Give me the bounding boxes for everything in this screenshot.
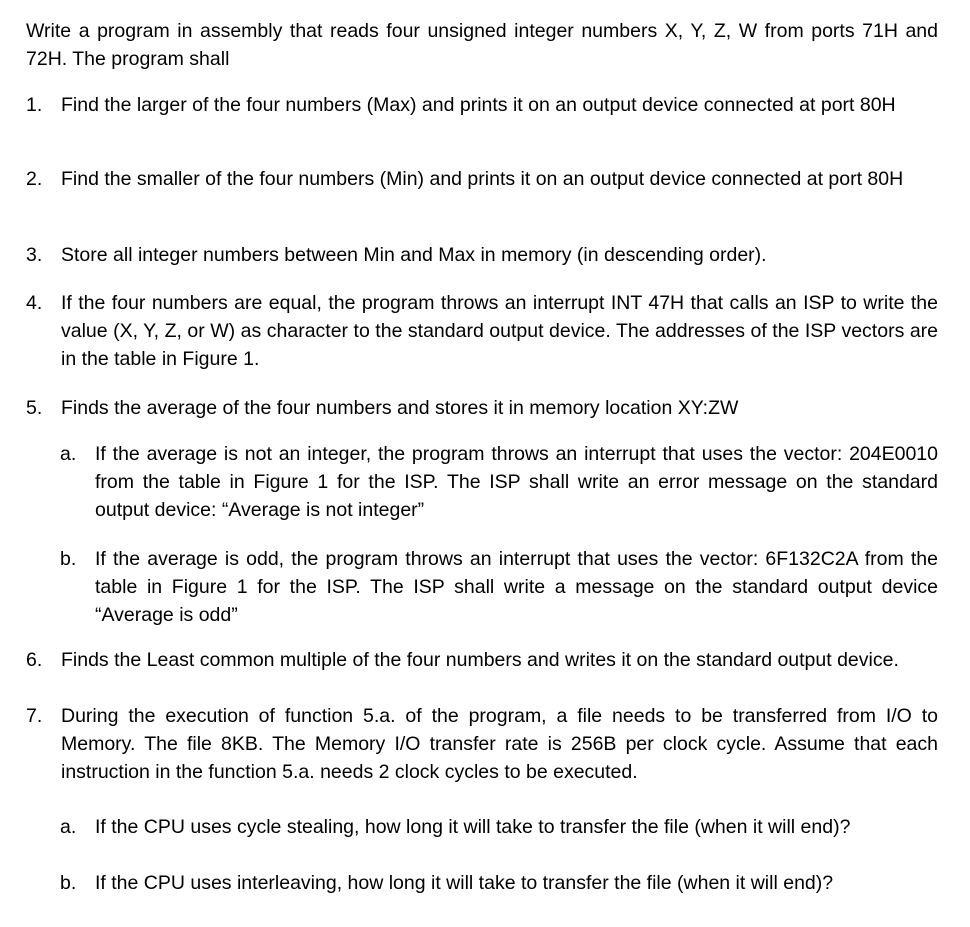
list-letter: b. [60, 872, 77, 894]
list-text: If the CPU uses cycle stealing, how long it will take to transfer the file (when it will end)? [95, 816, 851, 838]
sub-item-5b [60, 545, 938, 629]
list-number: 3. [26, 244, 43, 266]
list-text: If the CPU uses interleaving, how long it will take to transfer the file (when it will end)? [95, 872, 834, 894]
list-text: If the average is not an integer, the program throws an interrupt that uses the vector: 204E0010 from the table in Figure 1 for the ISP. The ISP shall write an error message on the standard output device: “Average is not integer” [95, 443, 938, 521]
list-text: During the execution of function 5.a. of the program, a file needs to be transferred from I/O to Memory. The file 8KB. The Memory I/O transfer rate is 256B per clock cycle. Assume that each instruction in the function 5.a. needs 2 clock cycles to be executed. [61, 705, 938, 783]
list-text: If the average is odd, the program throws an interrupt that uses the vector: 6F132C2A from the table in Figure 1 for the ISP. The ISP shall write a message on the standard output device “Average is odd” [95, 548, 938, 626]
list-number: 4. [26, 292, 43, 314]
intro-paragraph: Write a program in assembly that reads four unsigned integer numbers X, Y, Z, W from ports 71H and 72H. The program shall [26, 20, 938, 70]
list-text: Find the larger of the four numbers (Max) and prints it on an output device connected at port 80H [61, 94, 896, 116]
list-item-4 [26, 289, 938, 373]
list-text: Store all integer numbers between Min and Max in memory (in descending order). [61, 244, 767, 266]
list-number: 1. [26, 94, 43, 116]
sub-item-7a [60, 813, 938, 841]
list-text: Finds the average of the four numbers and stores it in memory location XY:ZW [61, 397, 739, 419]
list-text: Find the smaller of the four numbers (Min) and prints it on an output device connected at port 80H [61, 168, 904, 190]
list-item-2 [26, 165, 938, 193]
list-item-7 [26, 702, 938, 786]
sub-item-7b [60, 869, 938, 897]
list-text: If the four numbers are equal, the program throws an interrupt INT 47H that calls an ISP to write the value (X, Y, Z, or W) as character to the standard output device. The addresses of the ISP vectors are in the table in Figure 1. [61, 292, 938, 370]
list-item-3 [26, 241, 938, 269]
sub-item-5a [60, 440, 938, 524]
list-letter: a. [60, 816, 77, 838]
list-text: Finds the Least common multiple of the four numbers and writes it on the standard output device. [61, 649, 899, 671]
list-number: 6. [26, 649, 43, 671]
list-item-1 [26, 91, 938, 119]
list-item-5 [26, 394, 938, 422]
list-item-6 [26, 646, 938, 674]
list-number: 2. [26, 168, 43, 190]
list-number: 5. [26, 397, 43, 419]
list-number: 7. [26, 705, 43, 727]
list-letter: b. [60, 548, 77, 570]
list-letter: a. [60, 443, 77, 465]
